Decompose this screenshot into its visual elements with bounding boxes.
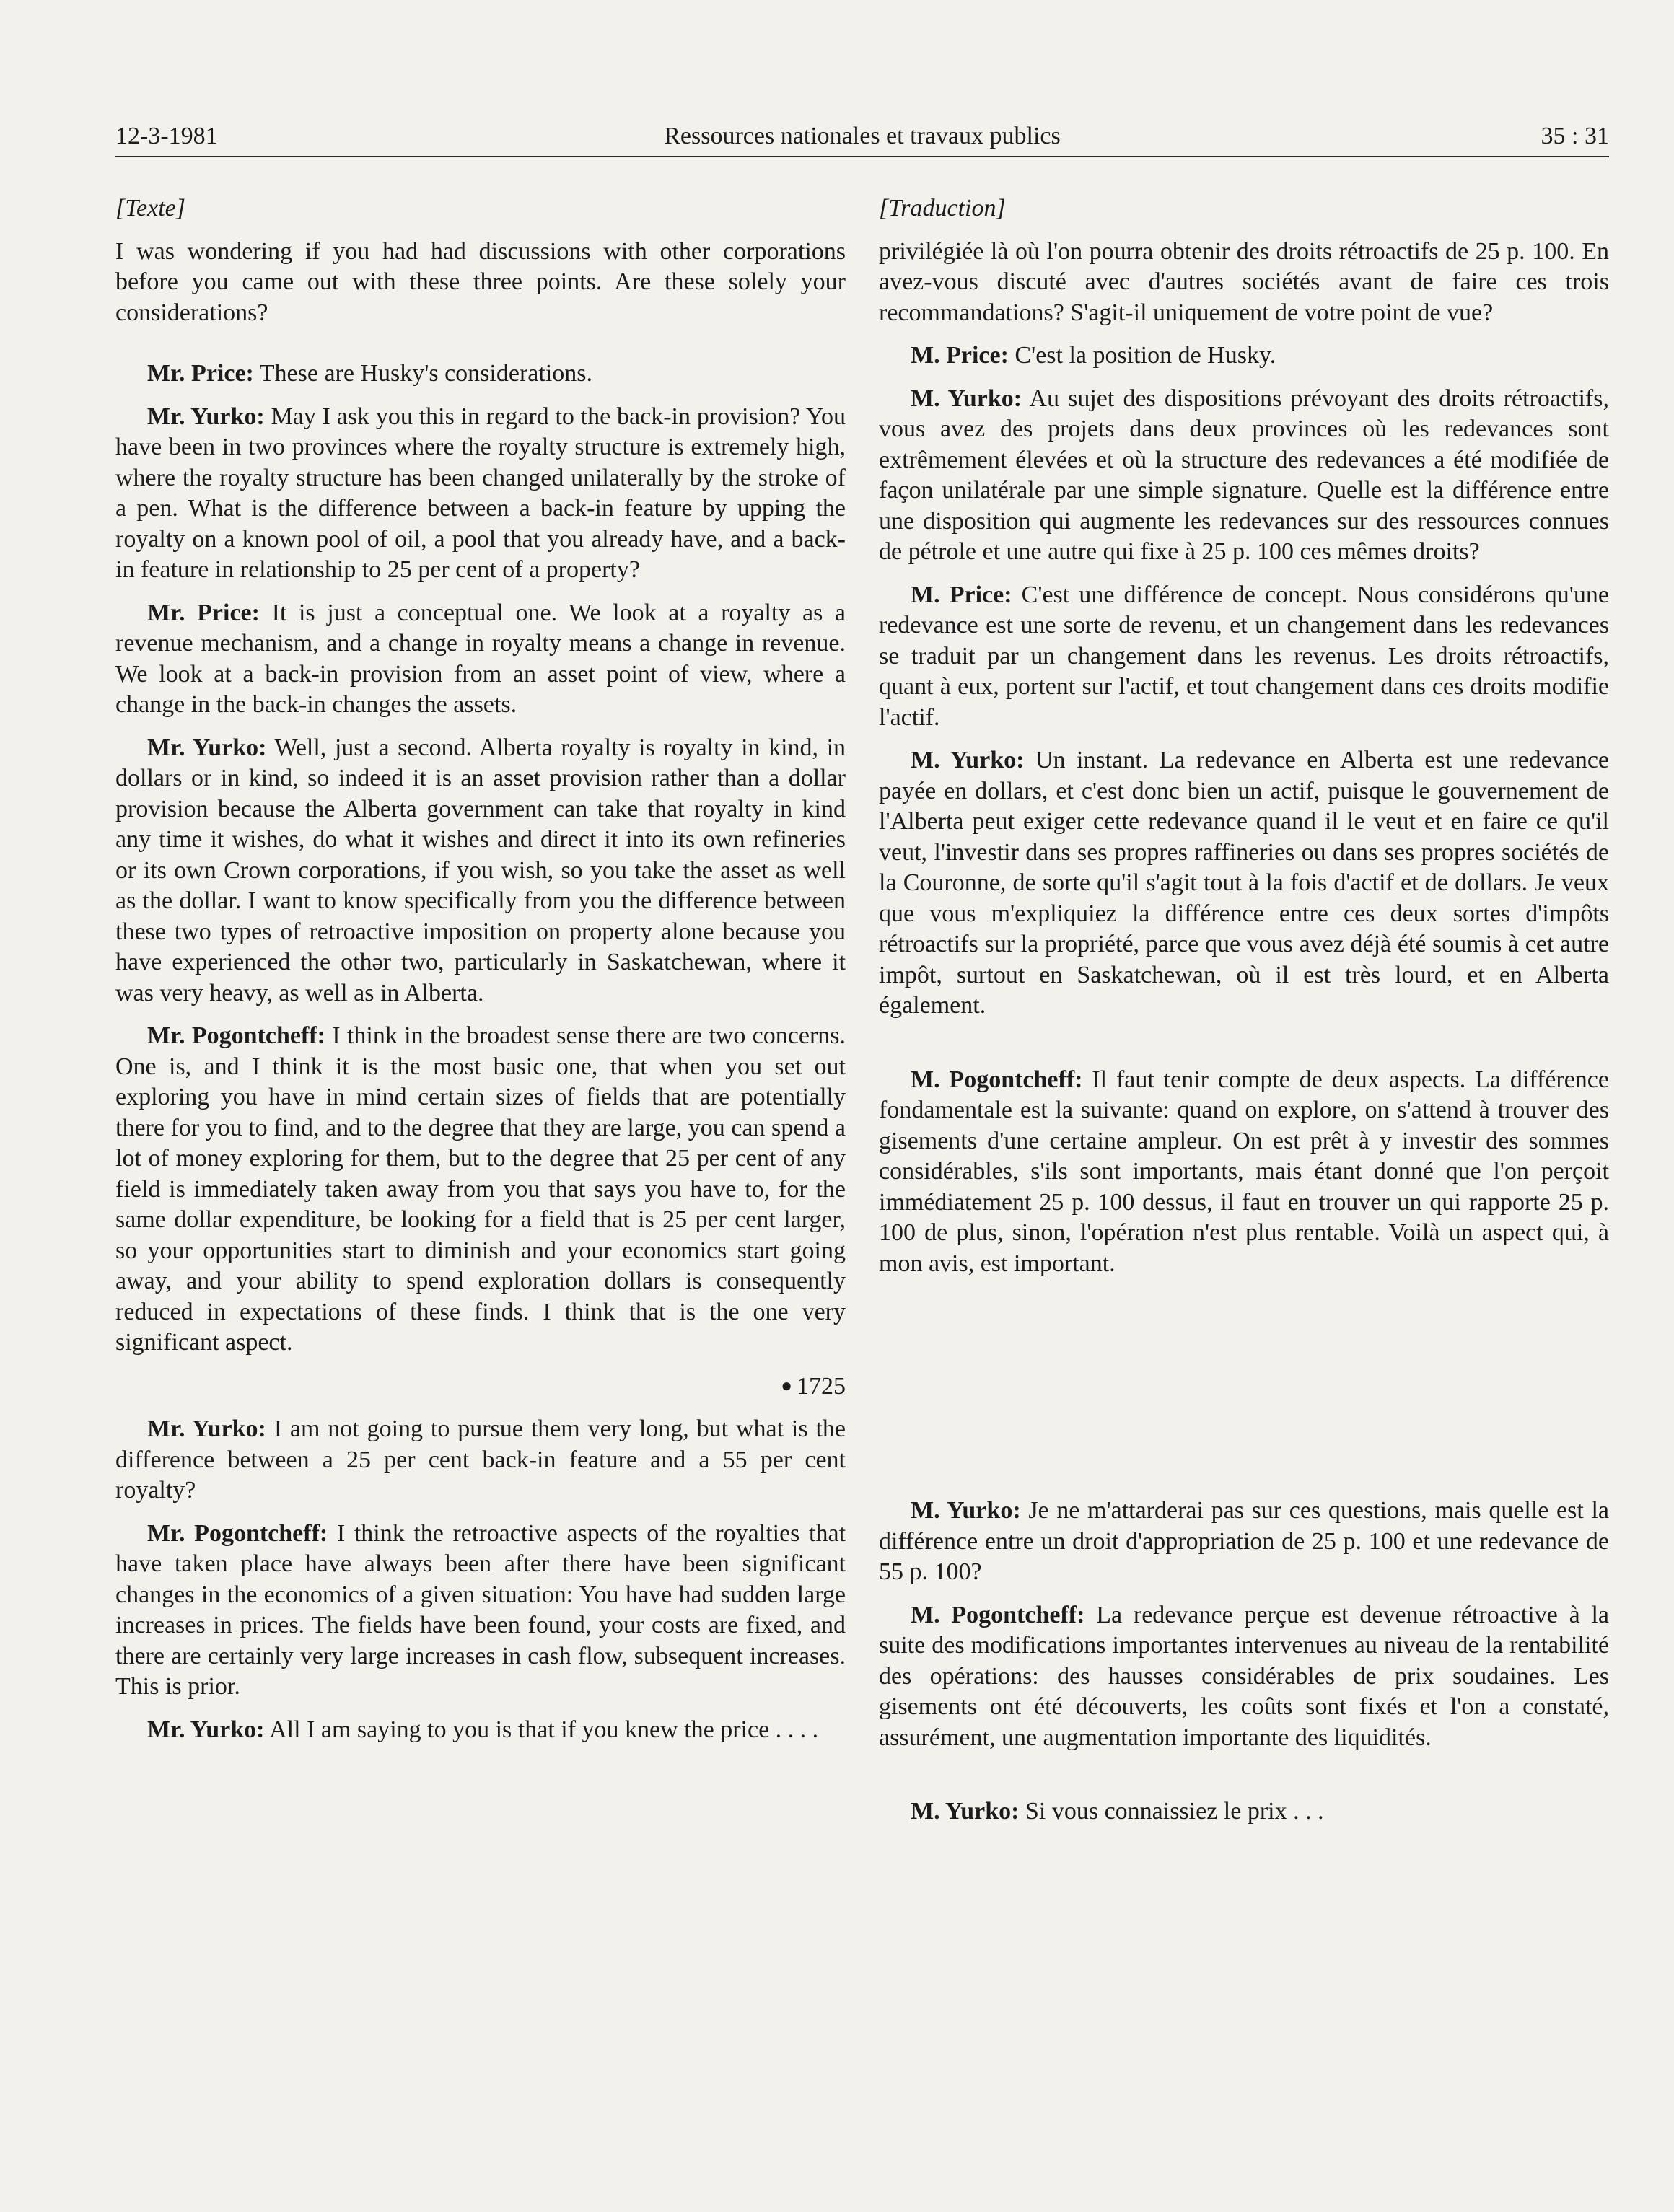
speech-text: Je ne m'attarderai pas sur ces questions, mais quelle est la différence entre un droit d'appropriation de 25 p. 100 et une redevance de 55 p. 100? (879, 1497, 1609, 1585)
english-column (115, 193, 846, 1757)
speech-paragraph (115, 359, 846, 390)
speech-text: Il faut tenir compte de deux aspects. La différence fondamentale est la suivante: quand on explore, on s'attend à trouver des gisements d'une certaine ampleur. On est prêt à y investir des sommes considérables, s'ils sont importants, mais étant donné que l'on perçoit immédiatement 25 p. 100 dessus, il faut en trouver un qui rapporte 25 p. 100 de plus, sinon, l'opération n'est plus rentable. Voilà un aspect qui, à mon avis, est important. (879, 1066, 1609, 1277)
speech-paragraph (879, 1796, 1609, 1827)
header-title: Ressources nationales et travaux publics (664, 123, 1061, 149)
speech-text: These are Husky's considerations. (259, 360, 592, 387)
speech-paragraph (879, 1496, 1609, 1588)
header-date: 12-3-1981 (115, 123, 218, 149)
intro-paragraph: I was wondering if you had had discussions with other corporations before you came out with these three points. Are these solely your considerations? (115, 237, 846, 326)
speaker-name: M. Yurko: (911, 747, 1025, 773)
speech-text: All I am saying to you is that if you knew the price . . . . (269, 1716, 819, 1743)
speech-paragraph (115, 1021, 846, 1359)
speaker-name: Mr. Yurko: (147, 403, 265, 430)
speech-paragraph (879, 341, 1609, 372)
speaker-name: Mr. Price: (147, 360, 254, 387)
speech-text: C'est une différence de concept. Nous considérons qu'une redevance est une sorte de revenu, et un changement dans les redevances se traduit par un changement dans les revenus. Les droits rétroactifs, quant à eux, portent sur l'actif, et tout changement dans ces droits modifie l'actif. (879, 581, 1609, 731)
speech-text: Well, just a second. Alberta royalty is royalty in kind, in dollars or in kind, so indeed it is an asset provision rather than a dollar provision because the Alberta government can take that royalty in kind any time it wishes, do what it wishes and direct it into its own refineries or its own Crown corporations, if you wish, so you take the asset as well as the dollar. I want to know specifically from you the difference between these two types of retroactive imposition on property alone because you have experienced the othər two, particularly in Saskatchewan, where it was very heavy, as well as in Alberta. (115, 734, 846, 1006)
speech-paragraph (879, 384, 1609, 568)
speaker-name: M. Pogontcheff: (911, 1066, 1083, 1093)
time-marker (115, 1371, 846, 1403)
speech-paragraph (115, 1715, 846, 1746)
speech-text: Si vous connaissiez le prix . . . (1025, 1798, 1324, 1825)
speech-text: I think the retroactive aspects of the royalties that have taken place have always been after there have been significant changes in the economics of a given situation: You have had sudden large increases in prices. The fields have been found, your costs are fixed, and there are certainly very large increases in cash flow, subsequent increases. This is prior. (115, 1519, 846, 1700)
text-tag: [Texte] (115, 195, 185, 221)
speech-text: I think in the broadest sense there are two concerns. One is, and I think it is the most basic one, that when you set out exploring you have in mind certain sizes of fields that are potentially there for you to find, and to the degree that they are large, you can spend a lot of money exploring for them, but to the degree that 25 per cent of any field is immediately taken away from you that says you have to, for the same dollar expenditure, be looking for a field that is 25 per cent larger, so your opportunities start to diminish and your economics start going away, and your ability to spend exploration dollars is consequently reduced in expectations of these finds. I think that is the one very significant aspect. (115, 1022, 846, 1356)
speaker-name: Mr. Yurko: (147, 734, 267, 761)
speech-paragraph (115, 598, 846, 721)
time-marker-value: 1725 (797, 1372, 846, 1400)
speaker-name: Mr. Pogontcheff: (147, 1022, 325, 1049)
speech-text: May I ask you this in regard to the back-in provision? You have been in two provinces where the royalty structure is extremely high, where the royalty structure has been changed unilaterally by the stroke of a pen. What is the difference between a back-in feature by upping the royalty on a known pool of oil, a pool that you already have, and a back-in feature in relationship to 25 per cent of a property? (115, 403, 846, 583)
speaker-name: M. Price: (911, 342, 1009, 369)
speaker-name: Mr. Price: (147, 599, 260, 626)
speech-paragraph (879, 745, 1609, 1022)
speaker-name: M. Yurko: (911, 385, 1022, 412)
speech-paragraph (879, 580, 1609, 734)
speaker-name: Mr. Yurko: (147, 1416, 266, 1442)
speech-text: Au sujet des dispositions prévoyant des droits rétroactifs, vous avez des projets dans deux provinces où les redevances sont extrêmement élevées et où la structure des redevances a été modifiée de façon unilatérale par une simple signature. Quelle est la différence entre une disposition qui augmente les redevances sur des ressources connues de pétrole et une autre qui fixe à 25 p. 100 ces mêmes droits? (879, 385, 1609, 565)
french-column (879, 193, 1609, 1840)
speaker-name: M. Yurko: (911, 1798, 1020, 1825)
speech-paragraph (115, 733, 846, 1009)
page-header (115, 115, 1609, 157)
speech-text: I am not going to pursue them very long, but what is the difference between a 25 per cent back-in feature and a 55 per cent royalty? (115, 1416, 846, 1504)
speech-paragraph (879, 1065, 1609, 1280)
speech-paragraph (115, 402, 846, 586)
speech-paragraph (879, 1600, 1609, 1754)
speaker-name: M. Pogontcheff: (911, 1601, 1085, 1628)
translation-tag: [Traduction] (879, 195, 1006, 221)
speaker-name: M. Price: (911, 581, 1012, 608)
speech-text: C'est la position de Husky. (1015, 342, 1276, 369)
intro-paragraph: privilégiée là où l'on pourra obtenir des droits rétroactifs de 25 p. 100. En avez-vous discuté avec d'autres sociétés avant de faire ces trois recommandations? S'agit-il uniquement de votre point de vue? (879, 237, 1609, 326)
bullet-icon: ● (781, 1374, 792, 1396)
speech-text: It is just a conceptual one. We look at a royalty as a revenue mechanism, and a change in royalty means a change in revenue. We look at a back-in provision from an asset point of view, where a change in the back-in changes the assets. (115, 599, 846, 718)
speaker-name: M. Yurko: (911, 1497, 1021, 1524)
speech-text: Un instant. La redevance en Alberta est une redevance payée en dollars, et c'est donc bien un actif, puisque le gouvernement de l'Alberta peut exiger cette redevance quand il le veut et en faire ce qu'il veut, l'investir dans ses propres raffineries ou dans ses propres sociétés de la Couronne, de sorte qu'il s'agit tout à la fois d'actif et de dollars. Je veux que vous m'expliquiez la différence entre ces deux sortes d'impôts rétroactifs sur la propriété, parce que vous avez déjà été soumis à cet autre impôt, surtout en Saskatchewan, où il est très lourd, et en Alberta également. (879, 747, 1609, 1019)
speech-text: La redevance perçue est devenue rétroactive à la suite des modifications importantes intervenues au niveau de la rentabilité des opérations: des hausses considérables de prix soudaines. Les gisements ont été découverts, les coûts sont fixés et l'on a constaté, assurément, une augmentation importante des liquidités. (879, 1601, 1609, 1751)
speaker-name: Mr. Yurko: (147, 1716, 265, 1743)
header-page-number: 35 : 31 (1541, 123, 1609, 149)
speech-paragraph (115, 1414, 846, 1506)
speaker-name: Mr. Pogontcheff: (147, 1519, 328, 1547)
speech-paragraph (115, 1519, 846, 1703)
